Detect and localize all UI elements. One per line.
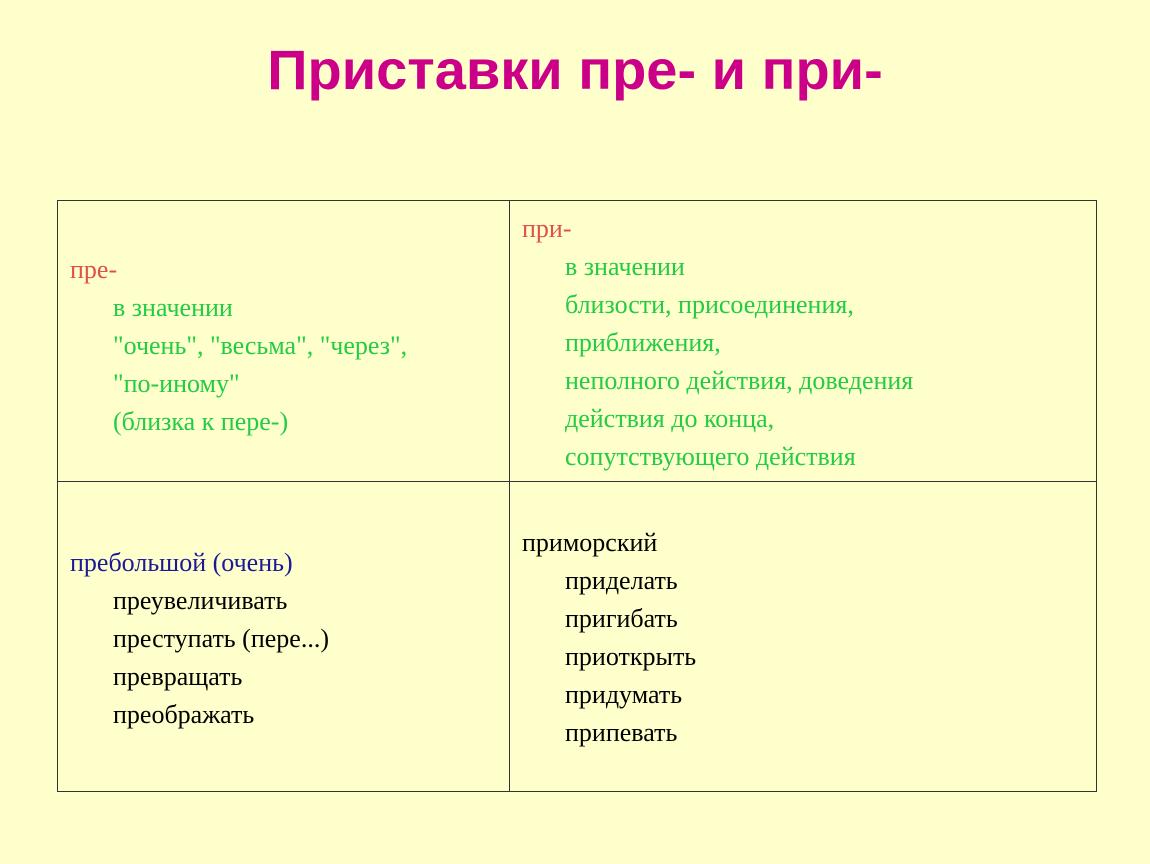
pre-meaning-line: "по-иному" (113, 369, 240, 398)
pre-meaning-line: "очень", "весьма", "через", (113, 331, 408, 360)
pre-example-word: преувеличивать (113, 586, 288, 615)
pri-meaning-line: приближения, (565, 328, 721, 357)
pri-example-word: приоткрыть (565, 642, 697, 671)
slide-title: Приставки пре- и при- (267, 38, 883, 101)
prefix-table (57, 200, 1097, 792)
pri-example-word: придумать (565, 680, 683, 709)
pri-meaning-line: неполного действия, доведения (565, 366, 914, 395)
table-row-examples (58, 482, 1097, 792)
cell-pre-examples (58, 482, 510, 792)
prefix-pre-label: пре- (70, 255, 118, 284)
prefix-pri-label: при- (522, 214, 572, 243)
pri-example-word: приделать (565, 566, 678, 595)
pri-meaning-line: действия до конца, (565, 404, 775, 433)
pri-meaning-line: в значении (565, 252, 685, 281)
pre-example-word: пребольшой (очень) (70, 548, 293, 577)
pre-example-word: превращать (113, 662, 243, 691)
pri-example-word: припевать (565, 718, 678, 747)
pre-meaning-line: в значении (113, 293, 233, 322)
pre-example-word: преступать (пере...) (113, 624, 329, 653)
table-row-rules (58, 201, 1097, 482)
pri-meaning-line: сопутствующего действия (565, 442, 856, 471)
pre-example-word: преображать (113, 700, 255, 729)
pri-example-word: приморский (522, 528, 658, 557)
cell-pre-rule (58, 201, 510, 482)
cell-pri-examples (510, 482, 1097, 792)
pri-example-word: пригибать (565, 604, 678, 633)
pri-meaning-line: близости, присоединения, (565, 290, 854, 319)
pre-meaning-line: (близка к пере-) (113, 407, 289, 436)
cell-pri-rule (510, 201, 1097, 482)
